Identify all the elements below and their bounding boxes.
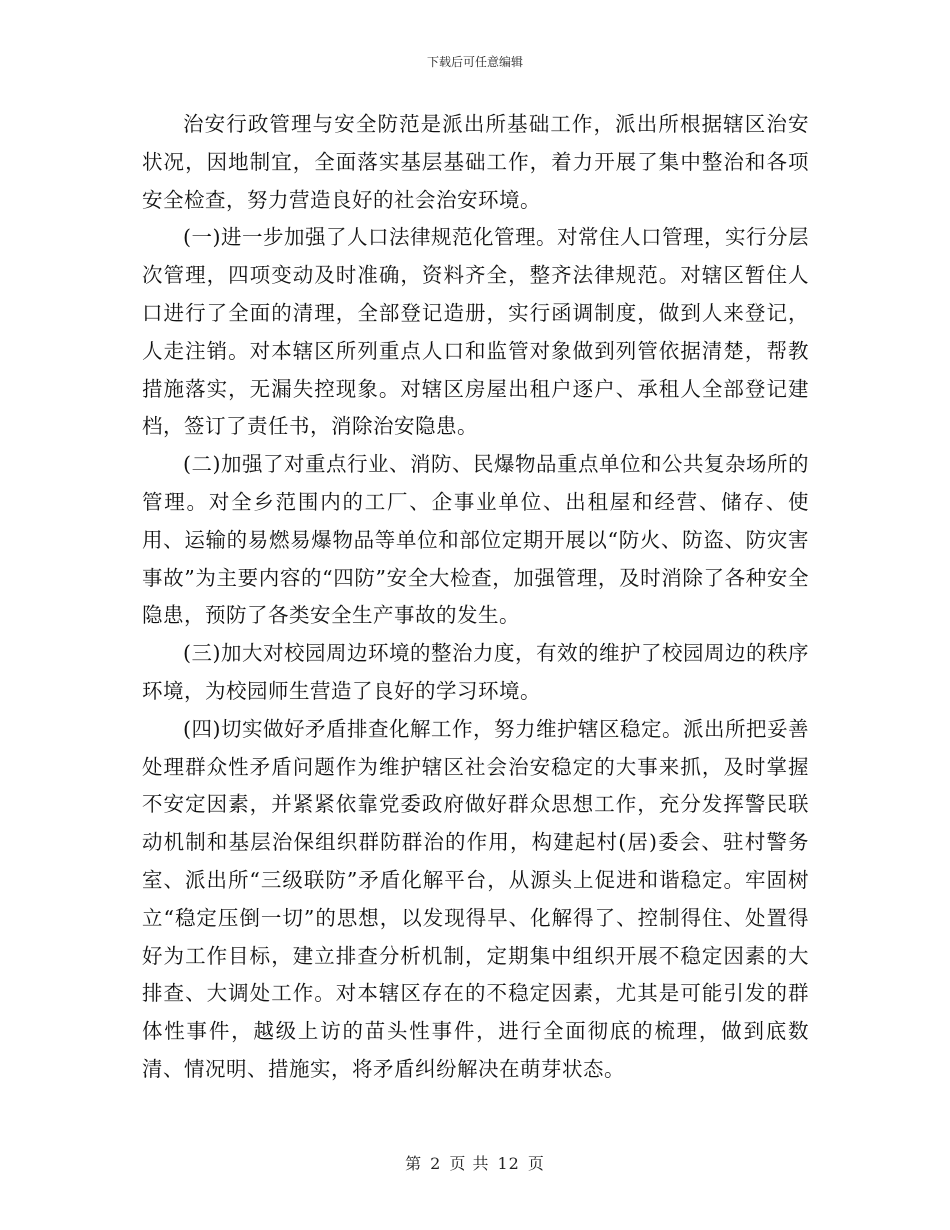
paragraph-population-management: (一)进一步加强了人口法律规范化管理。对常住人口管理，实行分层次管理，四项变动及时准确，资料齐全，整齐法律规范。对辖区暂住人口进行了全面的清理，全部登记造册，实行函调制度，做到人来登记，人走注销。对本辖区所列重点人口和监管对象做到列管依据清楚，帮教措施落实，无漏失控现象。对辖区房屋出租户逐户、承租人全部登记建档，签订了责任书，消除治安隐患。 [142,225,809,439]
paragraph-key-industries: (二)加强了对重点行业、消防、民爆物品重点单位和公共复杂场所的管理。对全乡范围内的工厂、企事业单位、出租屋和经营、储存、使用、运输的易燃易爆物品等单位和部位定期开展以“防火、防盗、防灾害事故”为主要内容的“四防”安全大检查，加强管理，及时消除了各种安全隐患，预防了各类安全生产事故的发生。 [142,452,809,628]
footer-page-number: 2 [430,1154,442,1173]
page-footer [0,1153,950,1175]
footer-prefix: 第 [405,1154,423,1173]
footer-suffix: 页 [527,1154,545,1173]
document-body [142,106,809,1089]
paragraph-campus-environment: (三)加大对校园周边环境的整治力度，有效的维护了校园周边的秩序环境，为校园师生营造了良好的学习环境。 [142,641,809,703]
page-header: 下载后可任意编辑 [426,55,523,69]
footer-total-pages: 12 [497,1154,520,1173]
paragraph-conflict-resolution: (四)切实做好矛盾排查化解工作，努力维护辖区稳定。派出所把妥善处理群众性矛盾问题作为维护辖区社会治安稳定的大事来抓，及时掌握不安定因素，并紧紧依靠党委政府做好群众思想工作，充分发挥警民联动机制和基层治保组织群防群治的作用，构建起村(居)委会、驻村警务室、派出所“三级联防”矛盾化解平台，从源头上促进和谐稳定。牢固树立“稳定压倒一切”的思想，以发现得早、化解得了、控制得住、处置得好为工作目标，建立排查分析机制，定期集中组织开展不稳定因素的大排查、大调处工作。对本辖区存在的不稳定因素，尤其是可能引发的群体性事件，越级上访的苗头性事件，进行全面彻底的梳理，做到底数清、情况明、措施实，将矛盾纠纷解决在萌芽状态。 [142,716,809,1081]
footer-mid: 页 共 [449,1154,490,1173]
paragraph-intro: 治安行政管理与安全防范是派出所基础工作，派出所根据辖区治安状况，因地制宜，全面落实基层基础工作，着力开展了集中整治和各项安全检查，努力营造良好的社会治安环境。 [142,112,809,212]
